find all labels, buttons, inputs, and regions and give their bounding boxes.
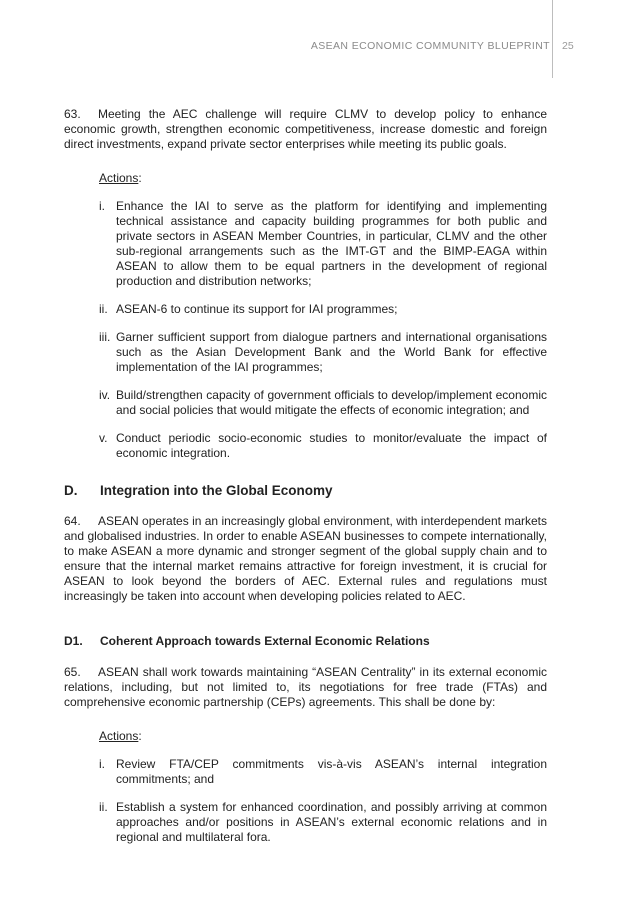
list-item-number: ii. — [99, 302, 108, 316]
list-item — [99, 330, 547, 375]
page-number: 25 — [562, 40, 574, 52]
list-item-number: i. — [99, 199, 105, 213]
list-item-number: iv. — [99, 388, 111, 402]
paragraph-number: 63. — [64, 107, 81, 121]
actions-list-63 — [64, 199, 547, 461]
list-item — [99, 388, 547, 418]
actions-label: Actions — [99, 729, 139, 743]
header-divider — [552, 0, 553, 78]
paragraph-text: Meeting the AEC challenge will require CLMV to develop policy to enhance economic growth, strengthen economic competitiveness, increase domestic and foreign direct investments, expand private sector enterprises while meeting its public goals. — [64, 107, 547, 151]
list-item-text: ASEAN-6 to continue its support for IAI programmes; — [116, 302, 398, 316]
paragraph-64 — [64, 514, 547, 604]
list-item — [99, 431, 547, 461]
list-item-number: ii. — [99, 800, 108, 814]
page-body — [64, 107, 547, 858]
section-code: D. — [64, 483, 78, 498]
paragraph-65 — [64, 665, 547, 710]
actions-colon: : — [138, 171, 142, 185]
list-item-text: Review FTA/CEP commitments vis-à-vis ASEAN’s internal integration commitments; and — [116, 757, 547, 786]
list-item-text: Garner sufficient support from dialogue partners and international organisations such as the Asian Development Bank and the World Bank for effective implementation of the IAI programmes; — [116, 330, 547, 374]
list-item — [99, 199, 547, 289]
section-heading-d — [64, 483, 547, 498]
list-item-number: iii. — [99, 330, 111, 344]
paragraph-text: ASEAN operates in an increasingly global environment, with interdependent markets and globalised industries. In order to enable ASEAN businesses to compete internationally, to make ASEAN a more dynamic and stronger segment of the global supply chain and to ensure that the internal market remains attractive for foreign investment, it is crucial for ASEAN to look beyond the borders of AEC. External rules and regulations must increasingly be taken into account when developing policies related to AEC. — [64, 514, 547, 603]
list-item-text: Build/strengthen capacity of government officials to develop/implement economic and social policies that would mitigate the effects of economic integration; and — [116, 388, 547, 417]
paragraph-text: ASEAN shall work towards maintaining “ASEAN Centrality” in its external economic relations, including, but not limited to, its negotiations for free trade (FTAs) and comprehensive economic partnership (CEPs) agreements. This shall be done by: — [64, 665, 547, 709]
section-title: Integration into the Global Economy — [100, 483, 333, 498]
list-item-text: Conduct periodic socio-economic studies to monitor/evaluate the impact of economic integration. — [116, 431, 547, 460]
subsection-code: D1. — [64, 634, 83, 648]
actions-colon: : — [138, 729, 142, 743]
actions-heading — [99, 729, 547, 744]
list-item — [99, 757, 547, 787]
actions-heading — [99, 171, 547, 186]
list-item-text: Enhance the IAI to serve as the platform for identifying and implementing technical assistance and capacity building programmes for both public and private sectors in ASEAN Member Countries, in particular, CLMV and the other sub-regional arrangements such as the IMT-GT and the BIMP-EAGA within ASEAN to allow them to be equal partners in the development of regional production and distribution networks; — [116, 199, 547, 288]
list-item-number: i. — [99, 757, 105, 771]
actions-label: Actions — [99, 171, 139, 185]
paragraph-number: 64. — [64, 514, 81, 528]
list-item — [99, 800, 547, 845]
actions-list-65 — [64, 757, 547, 845]
subsection-title: Coherent Approach towards External Economic Relations — [100, 634, 430, 648]
list-item-text: Establish a system for enhanced coordination, and possibly arriving at common approaches and/or positions in ASEAN’s external economic relations and in regional and multilateral fora. — [116, 800, 547, 844]
subsection-heading-d1 — [64, 634, 547, 649]
paragraph-63 — [64, 107, 547, 152]
list-item — [99, 302, 547, 317]
paragraph-number: 65. — [64, 665, 81, 679]
list-item-number: v. — [99, 431, 108, 445]
running-header: ASEAN ECONOMIC COMMUNITY BLUEPRINT — [310, 40, 550, 52]
